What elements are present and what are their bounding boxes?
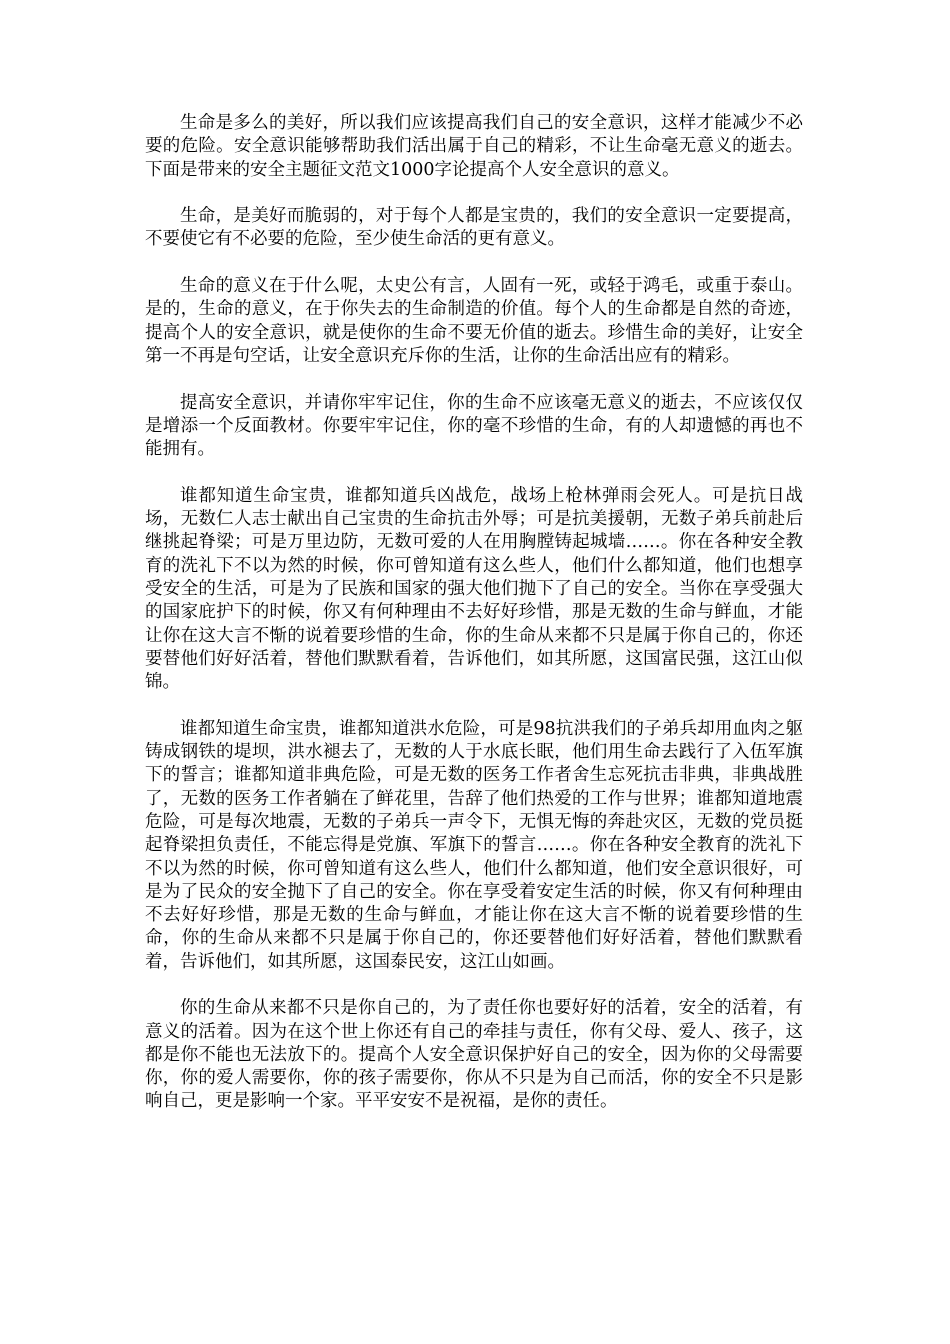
paragraph-3: 生命的意义在于什么呢，太史公有言，人固有一死，或轻于鸿毛，或重于泰山。是的，生命的意义，在于你失去的生命制造的价值。每个人的生命都是自然的奇迹，提高个人的安全意识，就是使你的生命不要无价值的逝去。珍惜生命的美好，让安全第一不再是句空话，让安全意识充斥你的生活，让你的生命活出应有的精彩。 — [145, 276, 803, 366]
paragraph-6: 谁都知道生命宝贵，谁都知道洪水危险，可是98抗洪我们的子弟兵却用血肉之躯铸成钢铁的堤坝，洪水褪去了，无数的人于水底长眠，他们用生命去践行了入伍军旗下的誓言；谁都知道非典危险，可是无数的医务工作者舍生忘死抗击非典，非典战胜了，无数的医务工作者躺在了鲜花里，告辞了他们热爱的工作与世界；谁都知道地震危险，可是每次地震，无数的子弟兵一声令下，无惧无悔的奔赴灾区，无数的党员挺起脊梁担负责任，不能忘得是党旗、军旗下的誓言……。你在各种安全教育的洗礼下不以为然的时候，你可曾知道有这么些人，他们什么都知道，他们安全意识很好，可是为了民众的安全抛下了自己的安全。你在享受着安定生活的时候，你又有何种理由不去好好珍惜，那是无数的生命与鲜血，才能让你在这大言不惭的说着要珍惜的生命，你的生命从来都不只是属于你自己的，你还要替他们好好活着，替他们默默看着，告诉他们，如其所愿，这国泰民安，这江山如画。 — [145, 718, 803, 972]
paragraph-2: 生命，是美好而脆弱的，对于每个人都是宝贵的，我们的安全意识一定要提高，不要使它有不必要的危险，至少使生命活的更有意义。 — [145, 206, 803, 250]
document-body — [145, 112, 803, 1114]
paragraph-5: 谁都知道生命宝贵，谁都知道兵凶战危，战场上枪林弹雨会死人。可是抗日战场，无数仁人志士献出自己宝贵的生命抗击外辱；可是抗美援朝，无数子弟兵前赴后继挑起脊梁；可是万里边防，无数可爱的人在用胸膛铸起城墙……。你在各种安全教育的洗礼下不以为然的时候，你可曾知道有这么些人，他们什么都知道，他们也想享受安全的生活，可是为了民族和国家的强大他们抛下了自己的安全。当你在享受强大的国家庇护下的时候，你又有何种理由不去好好珍惜，那是无数的生命与鲜血，才能让你在这大言不惭的说着要珍惜的生命，你的生命从来都不只是属于你自己的，你还要替他们好好活着，替他们默默看着，告诉他们，如其所愿，这国富民强，这江山似锦。 — [145, 485, 803, 693]
paragraph-4: 提高安全意识，并请你牢牢记住，你的生命不应该毫无意义的逝去，不应该仅仅是增添一个反面教材。你要牢牢记住，你的毫不珍惜的生命，有的人却遗憾的再也不能拥有。 — [145, 392, 803, 460]
paragraph-intro: 生命是多么的美好，所以我们应该提高我们自己的安全意识，这样才能减少不必要的危险。安全意识能够帮助我们活出属于自己的精彩，不让生命毫无意义的逝去。下面是带来的安全主题征文范文1000字论提高个人安全意识的意义。 — [145, 113, 803, 180]
paragraph-7: 你的生命从来都不只是你自己的，为了责任你也要好好的活着，安全的活着，有意义的活着。因为在这个世上你还有自己的牵挂与责任，你有父母、爱人、孩子，这都是你不能也无法放下的。提高个人安全意识保护好自己的安全，因为你的父母需要你，你的爱人需要你，你的孩子需要你，你从不只是为自己而活，你的安全不只是影响自己，更是影响一个家。平平安安不是祝福，是你的责任。 — [145, 998, 803, 1112]
